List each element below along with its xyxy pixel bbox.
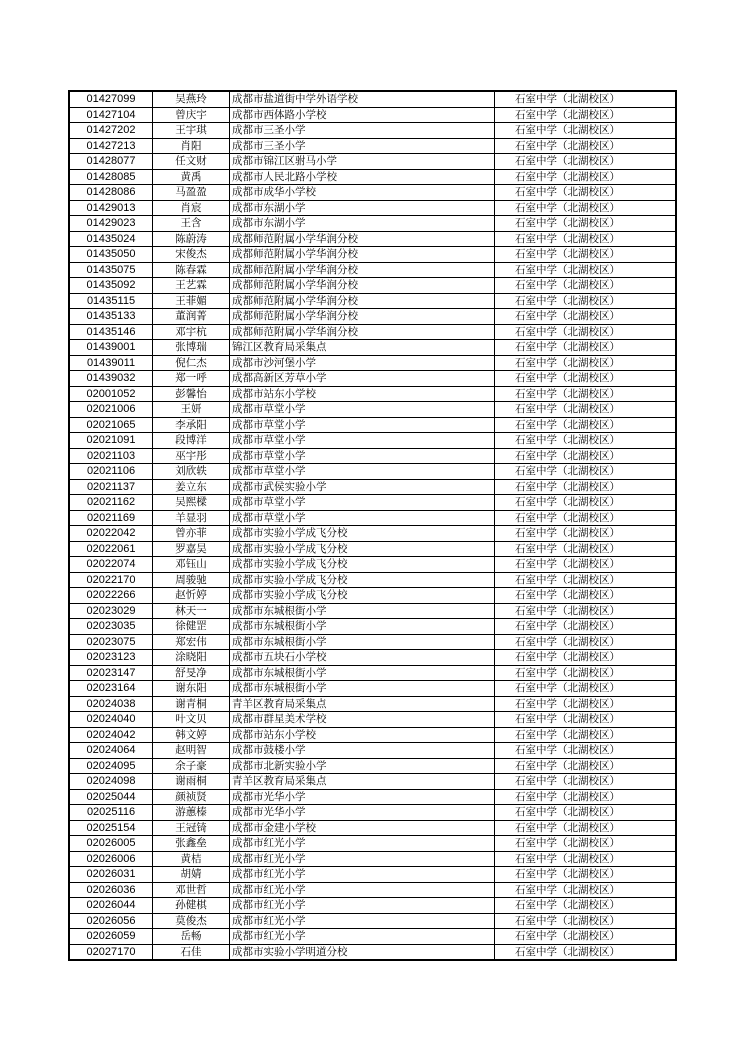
table-row	[69, 278, 676, 294]
student-id-cell: 01427213	[69, 138, 153, 154]
table-row	[69, 557, 676, 573]
table-row	[69, 324, 676, 340]
primary-school-cell: 锦江区教育局采集点	[230, 340, 495, 356]
admitted-school-cell: 石室中学（北湖校区）	[495, 448, 677, 464]
admitted-school-cell: 石室中学（北湖校区）	[495, 262, 677, 278]
student-name-cell: 石佳	[153, 944, 230, 960]
primary-school-cell: 成都市东城根街小学	[230, 665, 495, 681]
primary-school-cell: 成都市实验小学成飞分校	[230, 557, 495, 573]
primary-school-cell: 青羊区教育局采集点	[230, 696, 495, 712]
student-name-cell: 曾亦菲	[153, 526, 230, 542]
admitted-school-cell: 石室中学（北湖校区）	[495, 324, 677, 340]
student-id-cell: 01429023	[69, 216, 153, 232]
table-row	[69, 541, 676, 557]
student-name-cell: 赵明智	[153, 743, 230, 759]
admitted-school-cell: 石室中学（北湖校区）	[495, 836, 677, 852]
admitted-school-cell: 石室中学（北湖校区）	[495, 123, 677, 139]
primary-school-cell: 成都市光华小学	[230, 789, 495, 805]
student-id-cell: 02022061	[69, 541, 153, 557]
primary-school-cell: 成都市红光小学	[230, 929, 495, 945]
student-name-cell: 张鑫垒	[153, 836, 230, 852]
student-id-cell: 01435092	[69, 278, 153, 294]
admitted-school-cell: 石室中学（北湖校区）	[495, 820, 677, 836]
primary-school-cell: 成都师范附属小学华润分校	[230, 309, 495, 325]
table-row	[69, 867, 676, 883]
table-row	[69, 247, 676, 263]
primary-school-cell: 成都市草堂小学	[230, 448, 495, 464]
admitted-school-cell: 石室中学（北湖校区）	[495, 402, 677, 418]
student-name-cell: 李承阳	[153, 417, 230, 433]
admitted-school-cell: 石室中学（北湖校区）	[495, 309, 677, 325]
admitted-school-cell: 石室中学（北湖校区）	[495, 479, 677, 495]
admitted-school-cell: 石室中学（北湖校区）	[495, 712, 677, 728]
table-row	[69, 634, 676, 650]
student-name-cell: 余子豪	[153, 758, 230, 774]
primary-school-cell: 成都市实验小学成飞分校	[230, 541, 495, 557]
admitted-school-cell: 石室中学（北湖校区）	[495, 386, 677, 402]
table-row	[69, 417, 676, 433]
primary-school-cell: 成都市草堂小学	[230, 495, 495, 511]
primary-school-cell: 成都市红光小学	[230, 882, 495, 898]
student-name-cell: 肖宸	[153, 200, 230, 216]
student-id-cell: 02026006	[69, 851, 153, 867]
admitted-school-cell: 石室中学（北湖校区）	[495, 898, 677, 914]
admitted-school-cell: 石室中学（北湖校区）	[495, 681, 677, 697]
admitted-school-cell: 石室中学（北湖校区）	[495, 665, 677, 681]
table-row	[69, 882, 676, 898]
primary-school-cell: 成都市五块石小学校	[230, 650, 495, 666]
admitted-school-cell: 石室中学（北湖校区）	[495, 774, 677, 790]
table-row	[69, 944, 676, 960]
primary-school-cell: 成都市东湖小学	[230, 216, 495, 232]
table-row	[69, 820, 676, 836]
student-name-cell: 颜祯贤	[153, 789, 230, 805]
primary-school-cell: 成都师范附属小学华润分校	[230, 324, 495, 340]
primary-school-cell: 成都师范附属小学华润分校	[230, 262, 495, 278]
primary-school-cell: 成都师范附属小学华润分校	[230, 231, 495, 247]
student-id-cell: 02026036	[69, 882, 153, 898]
student-id-cell: 02021106	[69, 464, 153, 480]
student-id-cell: 01427202	[69, 123, 153, 139]
student-id-cell: 02023147	[69, 665, 153, 681]
student-name-cell: 彭馨怡	[153, 386, 230, 402]
primary-school-cell: 成都市站东小学校	[230, 386, 495, 402]
student-name-cell: 邓宇杭	[153, 324, 230, 340]
admitted-school-cell: 石室中学（北湖校区）	[495, 541, 677, 557]
admitted-school-cell: 石室中学（北湖校区）	[495, 510, 677, 526]
student-id-cell: 02021162	[69, 495, 153, 511]
admitted-school-cell: 石室中学（北湖校区）	[495, 464, 677, 480]
admitted-school-cell: 石室中学（北湖校区）	[495, 619, 677, 635]
primary-school-cell: 成都市沙河堡小学	[230, 355, 495, 371]
student-id-cell: 02026056	[69, 913, 153, 929]
admitted-school-cell: 石室中学（北湖校区）	[495, 216, 677, 232]
table-row	[69, 913, 676, 929]
student-id-cell: 02021169	[69, 510, 153, 526]
student-id-cell: 02025044	[69, 789, 153, 805]
table-row	[69, 91, 676, 107]
student-id-cell: 02023029	[69, 603, 153, 619]
primary-school-cell: 成都市群星美术学校	[230, 712, 495, 728]
primary-school-cell: 成都市东城根街小学	[230, 619, 495, 635]
student-name-cell: 莫俊杰	[153, 913, 230, 929]
primary-school-cell: 成都市草堂小学	[230, 510, 495, 526]
primary-school-cell: 成都市三圣小学	[230, 123, 495, 139]
student-name-cell: 巫宇彤	[153, 448, 230, 464]
admitted-school-cell: 石室中学（北湖校区）	[495, 603, 677, 619]
student-id-cell: 02027170	[69, 944, 153, 960]
primary-school-cell: 成都市三圣小学	[230, 138, 495, 154]
student-name-cell: 王含	[153, 216, 230, 232]
student-id-cell: 01435146	[69, 324, 153, 340]
table-row	[69, 355, 676, 371]
student-id-cell: 02023123	[69, 650, 153, 666]
student-name-cell: 曾庆宇	[153, 107, 230, 123]
primary-school-cell: 成都市红光小学	[230, 867, 495, 883]
admitted-school-cell: 石室中学（北湖校区）	[495, 696, 677, 712]
student-name-cell: 陈春霖	[153, 262, 230, 278]
primary-school-cell: 成都市东城根街小学	[230, 634, 495, 650]
admitted-school-cell: 石室中学（北湖校区）	[495, 200, 677, 216]
table-row	[69, 169, 676, 185]
admitted-school-cell: 石室中学（北湖校区）	[495, 417, 677, 433]
primary-school-cell: 成都市实验小学明道分校	[230, 944, 495, 960]
primary-school-cell: 成都市光华小学	[230, 805, 495, 821]
student-id-cell: 02024042	[69, 727, 153, 743]
student-name-cell: 周骏驰	[153, 572, 230, 588]
table-row	[69, 464, 676, 480]
admitted-school-cell: 石室中学（北湖校区）	[495, 495, 677, 511]
table-row	[69, 262, 676, 278]
student-id-cell: 02023075	[69, 634, 153, 650]
student-name-cell: 胡婧	[153, 867, 230, 883]
table-row	[69, 402, 676, 418]
student-id-cell: 02026005	[69, 836, 153, 852]
table-row	[69, 696, 676, 712]
admitted-school-cell: 石室中学（北湖校区）	[495, 758, 677, 774]
primary-school-cell: 成都市金建小学校	[230, 820, 495, 836]
admitted-school-cell: 石室中学（北湖校区）	[495, 185, 677, 201]
table-row	[69, 774, 676, 790]
student-id-cell: 02021103	[69, 448, 153, 464]
primary-school-cell: 成都市实验小学成飞分校	[230, 526, 495, 542]
table-row	[69, 603, 676, 619]
primary-school-cell: 成都市站东小学校	[230, 727, 495, 743]
student-name-cell: 王妍	[153, 402, 230, 418]
student-name-cell: 舒旻净	[153, 665, 230, 681]
primary-school-cell: 成都市实验小学成飞分校	[230, 588, 495, 604]
student-name-cell: 岳畅	[153, 929, 230, 945]
student-name-cell: 邓世哲	[153, 882, 230, 898]
student-id-cell: 02023164	[69, 681, 153, 697]
student-id-cell: 02026031	[69, 867, 153, 883]
table-row	[69, 727, 676, 743]
student-name-cell: 段博洋	[153, 433, 230, 449]
student-id-cell: 02026059	[69, 929, 153, 945]
student-id-cell: 02022170	[69, 572, 153, 588]
student-name-cell: 张博瑞	[153, 340, 230, 356]
primary-school-cell: 成都市鼓楼小学	[230, 743, 495, 759]
student-id-cell: 01435075	[69, 262, 153, 278]
admitted-school-cell: 石室中学（北湖校区）	[495, 805, 677, 821]
admitted-school-cell: 石室中学（北湖校区）	[495, 727, 677, 743]
table-row	[69, 758, 676, 774]
student-name-cell: 刘欣轶	[153, 464, 230, 480]
student-name-cell: 林天一	[153, 603, 230, 619]
table-row	[69, 433, 676, 449]
student-name-cell: 罗嘉昊	[153, 541, 230, 557]
student-name-cell: 孙健棋	[153, 898, 230, 914]
student-id-cell: 02024040	[69, 712, 153, 728]
student-name-cell: 谢雨桐	[153, 774, 230, 790]
admitted-school-cell: 石室中学（北湖校区）	[495, 247, 677, 263]
admitted-school-cell: 石室中学（北湖校区）	[495, 929, 677, 945]
student-name-cell: 王菲媚	[153, 293, 230, 309]
primary-school-cell: 成都市草堂小学	[230, 433, 495, 449]
student-id-cell: 02024098	[69, 774, 153, 790]
student-id-cell: 01428077	[69, 154, 153, 170]
table-row	[69, 386, 676, 402]
primary-school-cell: 成都市草堂小学	[230, 464, 495, 480]
primary-school-cell: 成都市人民北路小学校	[230, 169, 495, 185]
primary-school-cell: 成都市锦江区驸马小学	[230, 154, 495, 170]
table-body	[69, 91, 676, 960]
student-id-cell: 02021006	[69, 402, 153, 418]
student-id-cell: 01427099	[69, 91, 153, 107]
primary-school-cell: 成都师范附属小学华润分校	[230, 247, 495, 263]
student-name-cell: 韩文婷	[153, 727, 230, 743]
primary-school-cell: 成都市武侯实验小学	[230, 479, 495, 495]
table-row	[69, 929, 676, 945]
primary-school-cell: 成都高新区芳草小学	[230, 371, 495, 387]
admitted-school-cell: 石室中学（北湖校区）	[495, 743, 677, 759]
student-name-cell: 郑宏伟	[153, 634, 230, 650]
primary-school-cell: 成都市草堂小学	[230, 417, 495, 433]
student-name-cell: 羊显羽	[153, 510, 230, 526]
primary-school-cell: 成都市西体路小学校	[230, 107, 495, 123]
student-name-cell: 黄桔	[153, 851, 230, 867]
student-name-cell: 董润菁	[153, 309, 230, 325]
primary-school-cell: 成都市实验小学成飞分校	[230, 572, 495, 588]
student-id-cell: 02025116	[69, 805, 153, 821]
primary-school-cell: 成都师范附属小学华润分校	[230, 293, 495, 309]
table-row	[69, 154, 676, 170]
student-id-cell: 02024095	[69, 758, 153, 774]
student-name-cell: 邓钰山	[153, 557, 230, 573]
student-id-cell: 01439032	[69, 371, 153, 387]
student-name-cell: 宋俊杰	[153, 247, 230, 263]
student-id-cell: 01439011	[69, 355, 153, 371]
table-row	[69, 216, 676, 232]
admitted-school-cell: 石室中学（北湖校区）	[495, 851, 677, 867]
admitted-school-cell: 石室中学（北湖校区）	[495, 91, 677, 107]
admitted-school-cell: 石室中学（北湖校区）	[495, 293, 677, 309]
table-row	[69, 510, 676, 526]
primary-school-cell: 成都市东湖小学	[230, 200, 495, 216]
table-row	[69, 123, 676, 139]
admitted-school-cell: 石室中学（北湖校区）	[495, 154, 677, 170]
admitted-school-cell: 石室中学（北湖校区）	[495, 433, 677, 449]
admitted-school-cell: 石室中学（北湖校区）	[495, 526, 677, 542]
admitted-school-cell: 石室中学（北湖校区）	[495, 882, 677, 898]
admitted-school-cell: 石室中学（北湖校区）	[495, 231, 677, 247]
student-id-cell: 02024038	[69, 696, 153, 712]
table-row	[69, 836, 676, 852]
student-id-cell: 02024064	[69, 743, 153, 759]
table-row	[69, 572, 676, 588]
admitted-school-cell: 石室中学（北湖校区）	[495, 371, 677, 387]
student-name-cell: 吴燕玲	[153, 91, 230, 107]
table-row	[69, 479, 676, 495]
admitted-school-cell: 石室中学（北湖校区）	[495, 634, 677, 650]
admission-list-table	[68, 90, 677, 961]
table-row	[69, 851, 676, 867]
table-row	[69, 185, 676, 201]
primary-school-cell: 成都市东城根街小学	[230, 681, 495, 697]
table-row	[69, 743, 676, 759]
table-row	[69, 805, 676, 821]
student-name-cell: 吴熙樑	[153, 495, 230, 511]
admitted-school-cell: 石室中学（北湖校区）	[495, 867, 677, 883]
student-id-cell: 01428086	[69, 185, 153, 201]
primary-school-cell: 成都市红光小学	[230, 836, 495, 852]
student-name-cell: 叶文贝	[153, 712, 230, 728]
primary-school-cell: 成都市盐道街中学外语学校	[230, 91, 495, 107]
table-row	[69, 495, 676, 511]
student-id-cell: 02022042	[69, 526, 153, 542]
primary-school-cell: 成都师范附属小学华润分校	[230, 278, 495, 294]
admitted-school-cell: 石室中学（北湖校区）	[495, 169, 677, 185]
student-id-cell: 02022074	[69, 557, 153, 573]
student-id-cell: 02021065	[69, 417, 153, 433]
admitted-school-cell: 石室中学（北湖校区）	[495, 913, 677, 929]
table-row	[69, 107, 676, 123]
admitted-school-cell: 石室中学（北湖校区）	[495, 557, 677, 573]
student-id-cell: 02022266	[69, 588, 153, 604]
table-row	[69, 526, 676, 542]
student-id-cell: 01427104	[69, 107, 153, 123]
table-row	[69, 293, 676, 309]
student-id-cell: 02025154	[69, 820, 153, 836]
table-row	[69, 588, 676, 604]
admitted-school-cell: 石室中学（北湖校区）	[495, 107, 677, 123]
table-row	[69, 712, 676, 728]
student-name-cell: 王艺霖	[153, 278, 230, 294]
student-name-cell: 肖阳	[153, 138, 230, 154]
student-name-cell: 任文财	[153, 154, 230, 170]
student-id-cell: 01435133	[69, 309, 153, 325]
student-name-cell: 黄禹	[153, 169, 230, 185]
student-name-cell: 徐健罡	[153, 619, 230, 635]
table-row	[69, 371, 676, 387]
table-row	[69, 650, 676, 666]
student-id-cell: 01439001	[69, 340, 153, 356]
table-row	[69, 898, 676, 914]
student-id-cell: 01435024	[69, 231, 153, 247]
table-row	[69, 200, 676, 216]
student-id-cell: 01428085	[69, 169, 153, 185]
primary-school-cell: 成都市成华小学校	[230, 185, 495, 201]
student-id-cell: 01435115	[69, 293, 153, 309]
admitted-school-cell: 石室中学（北湖校区）	[495, 650, 677, 666]
table-row	[69, 309, 676, 325]
student-name-cell: 赵忻婷	[153, 588, 230, 604]
student-name-cell: 谢东阳	[153, 681, 230, 697]
table-row	[69, 231, 676, 247]
admitted-school-cell: 石室中学（北湖校区）	[495, 944, 677, 960]
student-name-cell: 王宇琪	[153, 123, 230, 139]
student-name-cell: 游蕙榛	[153, 805, 230, 821]
student-name-cell: 王冠锜	[153, 820, 230, 836]
primary-school-cell: 成都市红光小学	[230, 851, 495, 867]
student-id-cell: 02026044	[69, 898, 153, 914]
student-id-cell: 02021137	[69, 479, 153, 495]
student-id-cell: 02001052	[69, 386, 153, 402]
primary-school-cell: 成都市红光小学	[230, 913, 495, 929]
admitted-school-cell: 石室中学（北湖校区）	[495, 588, 677, 604]
student-name-cell: 谢青桐	[153, 696, 230, 712]
student-name-cell: 涂晓阳	[153, 650, 230, 666]
primary-school-cell: 成都市北新实验小学	[230, 758, 495, 774]
admitted-school-cell: 石室中学（北湖校区）	[495, 138, 677, 154]
table-row	[69, 340, 676, 356]
primary-school-cell: 成都市红光小学	[230, 898, 495, 914]
table-row	[69, 681, 676, 697]
student-name-cell: 郑一呼	[153, 371, 230, 387]
student-id-cell: 02023035	[69, 619, 153, 635]
admitted-school-cell: 石室中学（北湖校区）	[495, 789, 677, 805]
primary-school-cell: 青羊区教育局采集点	[230, 774, 495, 790]
admitted-school-cell: 石室中学（北湖校区）	[495, 278, 677, 294]
student-name-cell: 倪仁杰	[153, 355, 230, 371]
admitted-school-cell: 石室中学（北湖校区）	[495, 340, 677, 356]
student-name-cell: 姜立东	[153, 479, 230, 495]
table-row	[69, 789, 676, 805]
primary-school-cell: 成都市草堂小学	[230, 402, 495, 418]
table-row	[69, 619, 676, 635]
student-name-cell: 陈蔚涛	[153, 231, 230, 247]
admitted-school-cell: 石室中学（北湖校区）	[495, 572, 677, 588]
table-row	[69, 138, 676, 154]
student-id-cell: 02021091	[69, 433, 153, 449]
student-id-cell: 01429013	[69, 200, 153, 216]
admitted-school-cell: 石室中学（北湖校区）	[495, 355, 677, 371]
table-row	[69, 665, 676, 681]
student-id-cell: 01435050	[69, 247, 153, 263]
primary-school-cell: 成都市东城根街小学	[230, 603, 495, 619]
table-row	[69, 448, 676, 464]
student-name-cell: 马盈盈	[153, 185, 230, 201]
